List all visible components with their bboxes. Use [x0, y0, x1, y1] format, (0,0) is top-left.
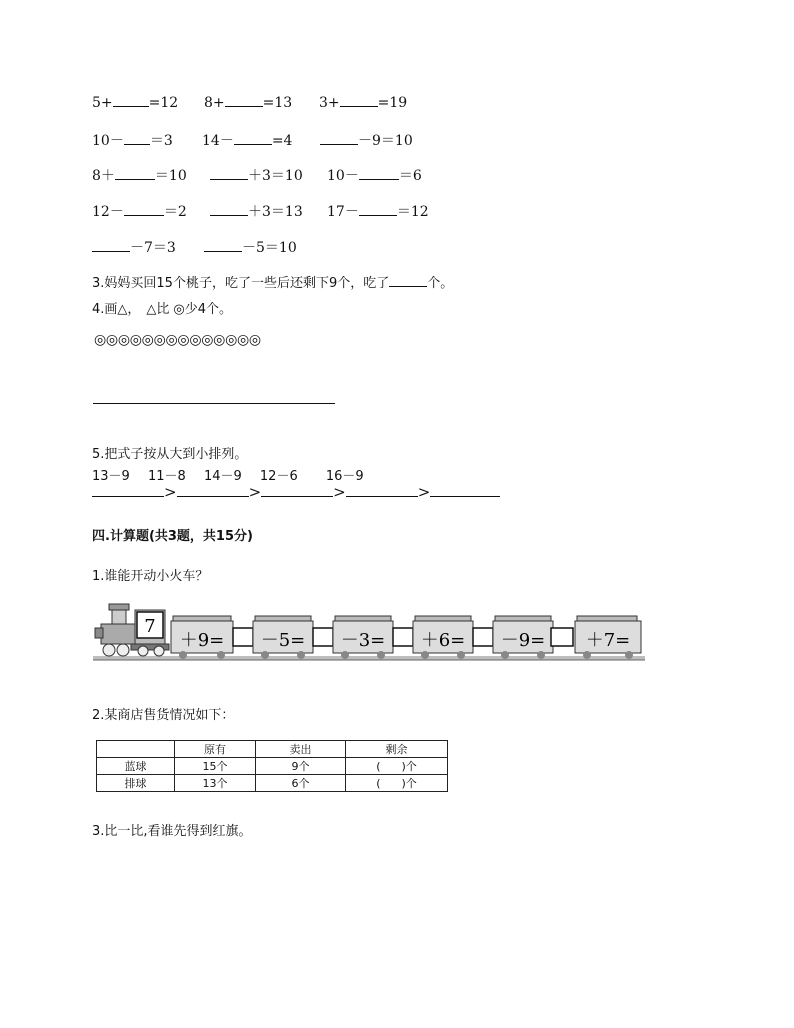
answer-blank[interactable]: [177, 482, 249, 497]
ordering-row: [92, 482, 500, 501]
engine-number: 7: [144, 616, 156, 637]
train-drawing: [93, 600, 645, 670]
train-car: [253, 616, 313, 659]
car-operation: ＋6=: [420, 630, 466, 651]
answer-box[interactable]: [393, 628, 413, 646]
greater-than-sign: >: [164, 483, 177, 501]
equation: 10－ ＝3: [92, 133, 173, 149]
equation: 8＋ ＝10: [92, 168, 187, 184]
circle-icon: ◎: [173, 302, 185, 317]
equation: ＋3＝10: [210, 165, 303, 185]
equation: －5＝10: [204, 237, 297, 257]
table-row: [97, 758, 448, 775]
answer-blank[interactable]: [124, 203, 164, 216]
expression: 13－9: [92, 469, 130, 484]
car-operation: －3=: [340, 630, 386, 651]
answer-blank[interactable]: [115, 167, 155, 180]
section-heading: 四.计算题(共3题，共15分): [92, 529, 253, 544]
equation: 10－ ＝6: [327, 168, 422, 184]
answer-blank[interactable]: [210, 203, 248, 216]
answer-box[interactable]: [313, 628, 333, 646]
answer-blank[interactable]: [261, 482, 333, 497]
table-header-cell: 原有: [175, 741, 256, 758]
train-illustration: [93, 600, 645, 670]
answer-blank[interactable]: [346, 482, 418, 497]
expression: 11－8: [147, 469, 186, 484]
remaining-answer-cell[interactable]: ( )个: [346, 775, 448, 792]
question-3: [92, 272, 453, 291]
question-4-suffix: 少4个。: [184, 302, 233, 317]
greater-than-sign: >: [248, 483, 262, 501]
equation: 17－ ＝12: [327, 204, 429, 220]
question-4-title: 4.画△，: [92, 302, 141, 317]
question-4-compare: △比: [146, 302, 170, 317]
equation: －9＝10: [320, 130, 413, 150]
answer-blank[interactable]: [124, 132, 150, 145]
table-cell: 9个: [256, 758, 346, 775]
table-header-row: [97, 741, 448, 758]
sales-table: [96, 740, 448, 792]
drawing-line[interactable]: [93, 403, 335, 404]
calc-2-title: 2.某商店售货情况如下：: [92, 708, 235, 723]
question-3-suffix: 个。: [427, 276, 454, 291]
track: [93, 656, 645, 660]
calc-3-title: 3.比一比,看谁先得到红旗。: [92, 824, 252, 839]
question-4: [92, 298, 232, 317]
remaining-answer-cell[interactable]: ( )个: [346, 758, 448, 775]
answer-blank[interactable]: [359, 167, 399, 180]
table-cell: 蓝球: [97, 758, 175, 775]
answer-blank[interactable]: [92, 482, 164, 497]
equation: －7＝3: [92, 237, 176, 257]
expression: 12－6: [259, 469, 298, 484]
answer-blank[interactable]: [225, 94, 263, 107]
greater-than-sign: >: [417, 483, 431, 501]
table-cell: 6个: [256, 775, 346, 792]
equation: 8+ =13: [204, 95, 293, 111]
answer-blank[interactable]: [340, 94, 378, 107]
equation: 5+ =12: [92, 95, 179, 111]
question-5-title: 5.把式子按从大到小排列。: [92, 447, 248, 462]
answer-blank[interactable]: [210, 167, 248, 180]
calc-1-title: 1.谁能开动小火车？: [92, 569, 209, 584]
answer-blank[interactable]: [92, 239, 130, 252]
answer-blank[interactable]: [389, 274, 427, 287]
expression: 16－9: [325, 469, 364, 484]
table-cell: 15个: [175, 758, 256, 775]
car-operation: ＋7=: [585, 630, 631, 651]
answer-blank[interactable]: [359, 203, 397, 216]
circle-row: ◎◎◎◎◎◎◎◎◎◎◎◎◎◎: [94, 332, 261, 348]
table-cell: 排球: [97, 775, 175, 792]
answer-blank[interactable]: [430, 482, 500, 497]
table-cell: 13个: [175, 775, 256, 792]
car-operation: －9=: [500, 630, 546, 651]
answer-blank[interactable]: [320, 132, 358, 145]
table-header-cell: 剩余: [346, 741, 448, 758]
answer-box[interactable]: [551, 628, 573, 646]
answer-box[interactable]: [473, 628, 493, 646]
train-car: [171, 616, 233, 659]
equation: 14－ =4: [202, 133, 293, 149]
train-car: [575, 616, 641, 659]
car-operation: －5=: [260, 630, 306, 651]
table-header-cell: 卖出: [256, 741, 346, 758]
equation: 3+ =19: [319, 95, 408, 111]
car-operation: ＋9=: [179, 630, 225, 651]
answer-blank[interactable]: [234, 132, 272, 145]
greater-than-sign: >: [333, 483, 346, 501]
train-car: [333, 616, 393, 659]
answer-box[interactable]: [233, 628, 253, 646]
answer-blank[interactable]: [113, 94, 149, 107]
equation: 12－ ＝2: [92, 204, 187, 220]
table-header-cell: [97, 741, 175, 758]
expression: 14－9: [203, 469, 242, 484]
question-3-text: 3.妈妈买回15个桃子，吃了一些后还剩下9个，吃了: [92, 276, 390, 291]
equation: ＋3＝13: [210, 201, 303, 221]
train-car: [493, 616, 553, 659]
table-row: [97, 775, 448, 792]
train-car: [413, 616, 473, 659]
answer-blank[interactable]: [204, 239, 242, 252]
